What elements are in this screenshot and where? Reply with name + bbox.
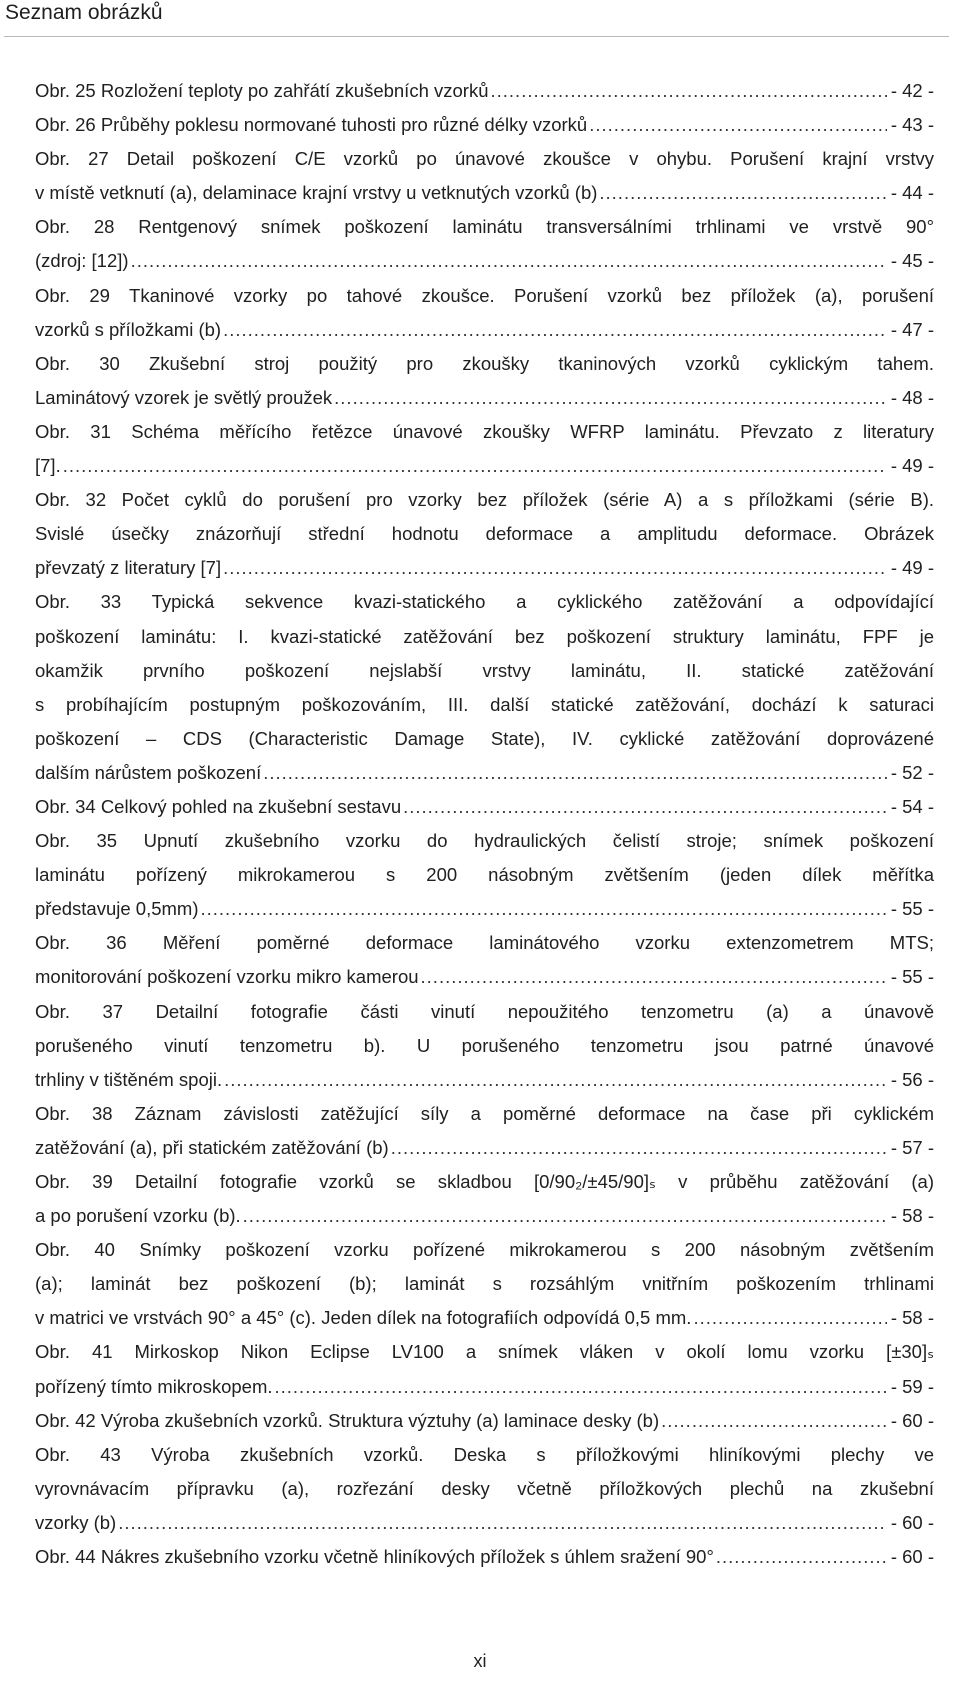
figure-entry-line: Obr. 29 Tkaninové vzorky po tahové zkoušce. Porušení vzorků bez příložek (a), porušení [35, 284, 934, 306]
figure-entry-line: Obr. 39 Detailní fotografie vzorků se skladbou [0/90₂/±45/90]ₛ v průběhu zatěžování (a) [35, 1171, 934, 1192]
dot-leader [223, 313, 887, 347]
figure-entry-last-line [35, 449, 934, 483]
figure-entry-last-line [35, 892, 934, 926]
figure-entry-text: vzorků s příložkami (b) [35, 318, 222, 340]
figure-page-number: - 58 - [890, 1205, 934, 1227]
figure-entry[interactable] [35, 1438, 934, 1540]
figure-entry-text: pořízený tímto mikroskopem. [35, 1375, 273, 1397]
figure-entry-line: Obr. 31 Schéma měřícího řetězce únavové zkoušky WFRP laminátu. Převzato z literatury [35, 420, 934, 442]
figure-entry[interactable] [35, 1540, 934, 1574]
dot-leader [200, 892, 886, 926]
dot-leader [403, 790, 887, 824]
figure-list [35, 74, 934, 1574]
dot-leader [421, 960, 887, 994]
figure-entry[interactable] [35, 1165, 934, 1233]
figure-entry[interactable] [35, 790, 934, 824]
figure-entry-last-line [35, 108, 934, 142]
figure-entry-line: Svislé úsečky znázorňují střední hodnotu deformace a amplitudu deformace. Obrázek [35, 523, 934, 545]
dot-leader [491, 74, 887, 108]
figure-entry-last-line [35, 74, 934, 108]
figure-entry-last-line [35, 313, 934, 347]
dot-leader [661, 1404, 887, 1438]
dot-leader [693, 1301, 886, 1335]
figure-entry-last-line [35, 1370, 934, 1404]
figure-entry-text: [7]. [35, 455, 61, 477]
figure-page-number: - 59 - [890, 1375, 934, 1397]
figure-entry[interactable] [35, 1097, 934, 1165]
figure-page-number: - 56 - [890, 1068, 934, 1090]
figure-entry-text: trhliny v tištěném spoji. [35, 1068, 223, 1090]
figure-entry-last-line [35, 1131, 934, 1165]
figure-entry-line: laminátu pořízený mikrokamerou s 200 násobným zvětšením (jeden dílek měřítka [35, 864, 934, 886]
figure-entry-last-line [35, 1063, 934, 1097]
figure-entry[interactable] [35, 415, 934, 483]
figure-entry-text: Obr. 42 Výroba zkušebních vzorků. Struktura výztuhy (a) laminace desky (b) [35, 1409, 660, 1431]
dot-leader [263, 756, 887, 790]
figure-entry-text: Obr. 26 Průběhy poklesu normované tuhosti pro různé délky vzorků [35, 114, 588, 136]
heading-divider [4, 36, 949, 37]
figure-page-number: - 45 - [890, 250, 934, 272]
figure-entry-line: Obr. 28 Rentgenový snímek poškození laminátu transversálními trhlinami ve vrstvě 90° [35, 216, 934, 238]
figure-entry-text: Obr. 44 Nákres zkušebního vzorku včetně hliníkových příložek s úhlem sražení 90° [35, 1546, 714, 1568]
dot-leader [589, 108, 887, 142]
figure-entry[interactable] [35, 108, 934, 142]
figure-page-number: - 57 - [890, 1136, 934, 1158]
figure-entry-line: poškození – CDS (Characteristic Damage State), IV. cyklické zatěžování doprovázené [35, 727, 934, 749]
figure-entry-last-line [35, 1506, 934, 1540]
figure-entry[interactable] [35, 210, 934, 278]
figure-entry-line: Obr. 27 Detail poškození C/E vzorků po únavové zkoušce v ohybu. Porušení krajní vrstvy [35, 148, 934, 170]
figure-page-number: - 60 - [890, 1511, 934, 1533]
figure-entry-text: Obr. 34 Celkový pohled na zkušební sestavu [35, 795, 402, 817]
figure-entry-text: monitorování poškození vzorku mikro kamerou [35, 966, 419, 988]
dot-leader [275, 1370, 887, 1404]
dot-leader [599, 176, 886, 210]
figure-entry-line: s probíhajícím postupným poškozováním, III. další statické zatěžování, dochází k saturaci [35, 693, 934, 715]
figure-page-number: - 52 - [890, 761, 934, 783]
dot-leader [716, 1540, 887, 1574]
figure-entry-last-line [35, 381, 934, 415]
dot-leader [131, 244, 887, 278]
figure-entry-text: vzorky (b) [35, 1511, 117, 1533]
figure-entry-text: v místě vetknutí (a), delaminace krajní vrstvy u vetknutých vzorků (b) [35, 182, 598, 204]
figure-entry-text: dalším nárůstem poškození [35, 761, 262, 783]
page-number: xi [473, 1651, 487, 1671]
figure-entry-line: Obr. 33 Typická sekvence kvazi-statického a cyklického zatěžování a odpovídající [35, 591, 934, 613]
figure-entry-line: Obr. 35 Upnutí zkušebního vzorku do hydraulických čelistí stroje; snímek poškození [35, 830, 934, 852]
figure-entry-line: porušeného vinutí tenzometru b). U porušeného tenzometru jsou patrné únavové [35, 1034, 934, 1056]
figure-entry-text: (zdroj: [12]) [35, 250, 129, 272]
figure-page-number: - 47 - [890, 318, 934, 340]
figure-entry-text: představuje 0,5mm) [35, 898, 199, 920]
figure-page-number: - 55 - [890, 898, 934, 920]
figure-page-number: - 49 - [890, 455, 934, 477]
figure-entry-line: okamžik prvního poškození nejslabší vrstvy laminátu, II. statické zatěžování [35, 659, 934, 681]
figure-entry-line: Obr. 38 Záznam závislosti zatěžující síly a poměrné deformace na čase při cyklickém [35, 1102, 934, 1124]
figure-entry-text: Laminátový vzorek je světlý proužek [35, 386, 333, 408]
figure-page-number: - 49 - [890, 557, 934, 579]
figure-entry-line: Obr. 40 Snímky poškození vzorku pořízené mikrokamerou s 200 násobným zvětšením [35, 1239, 934, 1261]
figure-page-number: - 60 - [890, 1409, 934, 1431]
figure-page-number: - 55 - [890, 966, 934, 988]
figure-entry[interactable] [35, 483, 934, 585]
figure-entry-line: poškození laminátu: I. kvazi-statické zatěžování bez poškození struktury laminátu, FPF je [35, 625, 934, 647]
figure-entry-last-line [35, 1404, 934, 1438]
figure-entry-last-line [35, 1301, 934, 1335]
figure-entry-line: Obr. 41 Mirkoskop Nikon Eclipse LV100 a snímek vláken v okolí lomu vzorku [±30]ₛ [35, 1341, 934, 1363]
figure-entry-text: převzatý z literatury [7] [35, 557, 222, 579]
figure-entry-last-line [35, 960, 934, 994]
figure-entry-last-line [35, 176, 934, 210]
figure-entry-text: v matrici ve vrstvách 90° a 45° (c). Jeden dílek na fotografiích odpovídá 0,5 mm. [35, 1307, 692, 1329]
figure-entry[interactable] [35, 1404, 934, 1438]
figure-entry-line: vyrovnávacím přípravku (a), rozřezání desky včetně příložkových plechů na zkušební [35, 1477, 934, 1499]
figure-entry-line: Obr. 30 Zkušební stroj použitý pro zkoušky tkaninových vzorků cyklickým tahem. [35, 352, 934, 374]
dot-leader [223, 551, 887, 585]
figure-entry-text: a po porušení vzorku (b). [35, 1205, 241, 1227]
figure-entry-text: Obr. 25 Rozložení teploty po zahřátí zkušebních vzorků [35, 80, 489, 101]
figure-entry-last-line [35, 551, 934, 585]
dot-leader [243, 1199, 887, 1233]
dot-leader [63, 449, 887, 483]
figure-page-number: - 44 - [890, 182, 934, 204]
dot-leader [118, 1506, 887, 1540]
figure-entry[interactable] [35, 279, 934, 347]
figure-entry-line: Obr. 37 Detailní fotografie části vinutí nepoužitého tenzometru (a) a únavově [35, 1000, 934, 1022]
figure-page-number: - 43 - [890, 114, 934, 136]
figure-entry[interactable] [35, 995, 934, 1097]
figure-entry[interactable] [35, 824, 934, 926]
figure-entry-last-line [35, 1199, 934, 1233]
figure-entry[interactable] [35, 74, 934, 108]
page-heading: Seznam obrázků [5, 1, 163, 24]
dot-leader [334, 381, 887, 415]
figure-page-number: - 58 - [890, 1307, 934, 1329]
figure-entry[interactable] [35, 926, 934, 994]
figure-entry-line: Obr. 36 Měření poměrné deformace laminátového vzorku extenzometrem MTS; [35, 932, 934, 954]
figure-entry[interactable] [35, 142, 934, 210]
figure-entry-last-line [35, 244, 934, 278]
figure-page-number: - 60 - [890, 1546, 934, 1568]
figure-entry-last-line [35, 1540, 934, 1574]
figure-page-number: - 48 - [890, 386, 934, 408]
figure-entry-last-line [35, 756, 934, 790]
figure-page-number: - 42 - [890, 80, 934, 101]
figure-entry[interactable] [35, 1335, 934, 1403]
figure-entry-text: zatěžování (a), při statickém zatěžování (b) [35, 1136, 389, 1158]
figure-entry[interactable] [35, 585, 934, 790]
figure-entry-last-line [35, 790, 934, 824]
figure-page-number: - 54 - [890, 795, 934, 817]
figure-entry[interactable] [35, 347, 934, 415]
figure-entry-line: (a); laminát bez poškození (b); laminát s rozsáhlým vnitřním poškozením trhlinami [35, 1273, 934, 1295]
figure-entry-line: Obr. 32 Počet cyklů do porušení pro vzorky bez příložek (série A) a s příložkami (série B). [35, 489, 934, 511]
figure-entry[interactable] [35, 1233, 934, 1335]
figure-entry-line: Obr. 43 Výroba zkušebních vzorků. Deska s příložkovými hliníkovými plechy ve [35, 1443, 934, 1465]
dot-leader [224, 1063, 887, 1097]
dot-leader [391, 1131, 887, 1165]
